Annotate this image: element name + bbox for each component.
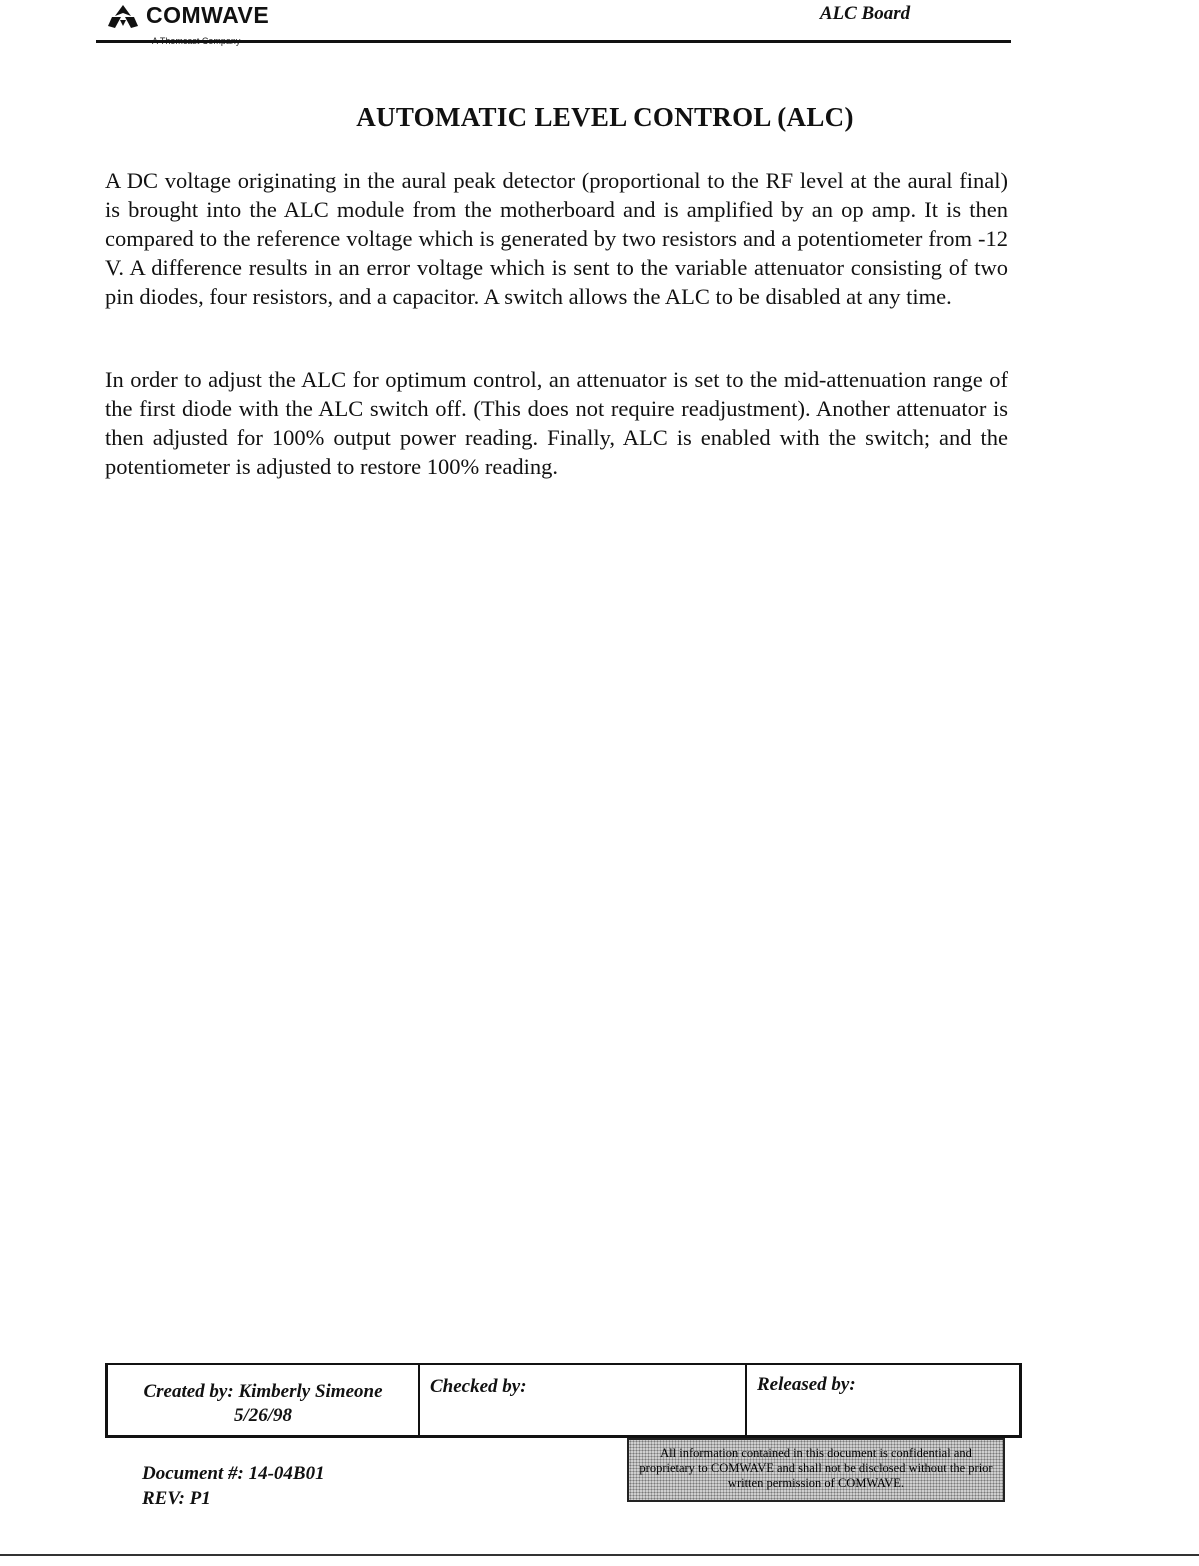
created-by-cell: [108, 1365, 420, 1435]
revision: REV: P1: [142, 1488, 211, 1509]
created-date: 5/26/98: [233, 1405, 293, 1426]
page-title: AUTOMATIC LEVEL CONTROL (ALC): [356, 102, 854, 132]
footer-divider: [0, 1554, 1199, 1556]
checked-by-label: Checked by:: [430, 1376, 527, 1397]
checked-by-cell: [420, 1365, 747, 1435]
document-info: [142, 1461, 325, 1511]
released-by-label: Released by:: [757, 1374, 856, 1395]
body-paragraph-1: A DC voltage originating in the aural peak detector (proportional to the RF level at the aural final) is brought into the ALC module from the motherboard and is amplified by an op amp. It is then compared to the reference voltage which is generated by two resistors and a potentiometer from -12 V. A difference results in an error voltage which is sent to the variable attenuator consisting of two pin diodes, four resistors, and a capacitor. A switch allows the ALC to be disabled at any time.: [105, 168, 1008, 309]
document-number: Document #: 14-04B01: [142, 1463, 325, 1484]
comwave-logo-icon: [106, 4, 140, 30]
signoff-table: [105, 1363, 1022, 1438]
created-by-label: Created by: Kimberly Simeone: [143, 1381, 383, 1402]
section-title: ALC Board: [819, 3, 911, 24]
released-by-cell: [747, 1365, 1019, 1435]
confidentiality-notice: All information contained in this document is confidential and proprietary to COMWAVE and shall not be disclosed without the prior written permission of COMWAVE.: [627, 1438, 1005, 1502]
body-paragraph-2: In order to adjust the ALC for optimum control, an attenuator is set to the mid-attenuation range of the first diode with the ALC switch off. (This does not require readjustment). Another attenuator is then adjusted for 100% output power reading. Finally, ALC is enabled with the switch; and the potentiometer is adjusted to restore 100% reading.: [105, 367, 1008, 479]
company-name: COMWAVE: [146, 2, 270, 28]
header-divider: [96, 40, 1011, 43]
